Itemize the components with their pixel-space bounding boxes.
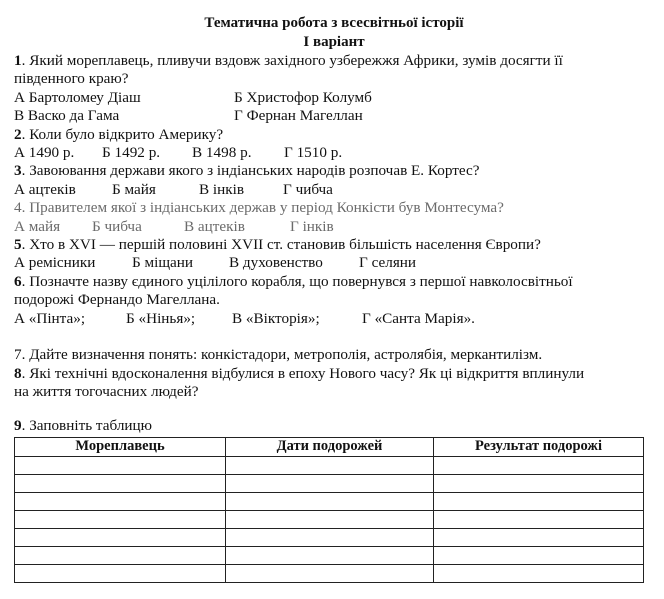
question-2 (14, 126, 654, 144)
question-1-option-d: Г Фернан Магеллан (234, 107, 363, 125)
question-6-text-line2: подорожі Фернандо Магеллана. (14, 291, 220, 309)
table-cell[interactable] (434, 456, 644, 474)
table-header-row (15, 437, 644, 456)
question-9 (14, 417, 654, 435)
table-cell[interactable] (15, 474, 226, 492)
question-3-option-d: Г чибча (283, 180, 333, 198)
question-2-options (14, 144, 654, 162)
question-5-option-c: В духовенство (229, 254, 323, 272)
table-cell[interactable] (15, 528, 226, 546)
table-cell[interactable] (226, 528, 434, 546)
question-9-text: . Заповніть таблицю (21, 417, 153, 435)
question-3-option-c: В інків (199, 180, 245, 198)
question-5-option-d: Г селяни (359, 254, 417, 272)
table-cell[interactable] (15, 564, 226, 582)
question-4: 4. Правителем якої з індіанських держав у період Конкісти був Монтесума? (14, 199, 504, 217)
question-4-option-c: В ацтеків (184, 217, 245, 235)
spacer (14, 328, 654, 346)
question-3-text: . Завоювання держави якого з індіанських народів розпочав Е. Кортес? (21, 162, 480, 180)
question-1-options-row1 (14, 89, 654, 107)
question-2-option-d: Г 1510 р. (284, 144, 343, 162)
question-7: 7. Дайте визначення понять: конкістадори, метрополія, астролябія, меркантилізм. (14, 346, 543, 364)
question-5-option-a: А ремісники (14, 254, 96, 272)
question-1-options-row2 (14, 107, 654, 125)
spacer (14, 401, 654, 417)
question-1 (14, 52, 654, 70)
question-4-option-a: А майя (14, 217, 61, 235)
question-4-option-d: Г інків (290, 217, 334, 235)
table-cell[interactable] (15, 510, 226, 528)
table-cell[interactable] (434, 546, 644, 564)
table-cell[interactable] (434, 528, 644, 546)
column-header-dates: Дати подорожей (226, 437, 434, 456)
question-4-option-b: Б чибча (92, 217, 142, 235)
question-1-number: 1 (14, 52, 22, 69)
question-2-option-c: В 1498 р. (192, 144, 252, 162)
table-cell[interactable] (15, 492, 226, 510)
question-3-option-b: Б майя (112, 180, 156, 198)
question-1-option-b: Б Христофор Колумб (234, 88, 372, 106)
question-3-number: 3 (14, 162, 22, 180)
column-header-navigator: Мореплавець (15, 437, 226, 456)
question-9-number: 9 (14, 417, 22, 435)
question-5-option-b: Б міщани (132, 254, 194, 272)
question-2-option-a: А 1490 р. (14, 144, 75, 162)
question-1-option-a: А Бартоломеу Діаш (14, 88, 141, 106)
table-cell[interactable] (226, 546, 434, 564)
question-5-options (14, 254, 654, 272)
variant-label: І варіант (303, 34, 365, 50)
question-6-option-c: В «Вікторія»; (232, 309, 320, 327)
question-6-number: 6 (14, 272, 22, 290)
question-5-text: . Хто в XVI — першій половині XVII ст. становив більшість населення Європи? (21, 236, 541, 254)
question-3 (14, 162, 654, 180)
worksheet-title: Тематична робота з всесвітньої історії (204, 15, 464, 31)
question-1-text-line2: південного краю? (14, 70, 129, 88)
worksheet (14, 14, 654, 583)
question-6-option-a: А «Пінта»; (14, 309, 86, 327)
table-row (15, 510, 644, 528)
question-6-option-b: Б «Нінья»; (126, 309, 196, 327)
question-6 (14, 273, 654, 291)
table-cell[interactable] (226, 564, 434, 582)
table-row (15, 456, 644, 474)
table-cell[interactable] (15, 456, 226, 474)
table-row (15, 492, 644, 510)
table-cell[interactable] (434, 564, 644, 582)
question-1-text-line1: . Який мореплавець, пливучи вздовж західного узбережжя Африки, зумів досягти її (21, 52, 563, 69)
table-cell[interactable] (226, 474, 434, 492)
table-row (15, 546, 644, 564)
table-cell[interactable] (434, 492, 644, 510)
table-row (15, 474, 644, 492)
table-cell[interactable] (226, 492, 434, 510)
question-8-number: 8 (14, 364, 22, 382)
table-cell[interactable] (226, 456, 434, 474)
table-cell[interactable] (226, 510, 434, 528)
table-cell[interactable] (434, 474, 644, 492)
voyages-table (14, 437, 644, 583)
question-2-number: 2 (14, 125, 22, 143)
question-1-option-c: В Васко да Гама (14, 107, 120, 125)
question-8 (14, 365, 654, 383)
question-5 (14, 236, 654, 254)
table-cell[interactable] (434, 510, 644, 528)
question-5-number: 5 (14, 236, 22, 254)
question-4-options (14, 218, 654, 236)
table-cell[interactable] (15, 546, 226, 564)
question-6-options (14, 310, 654, 328)
question-3-options (14, 181, 654, 199)
question-2-text: . Коли було відкрито Америку? (21, 125, 224, 143)
question-6-option-d: Г «Санта Марія». (362, 309, 475, 327)
question-8-text-line2: на життя тогочасних людей? (14, 382, 199, 400)
question-2-option-b: Б 1492 р. (102, 144, 161, 162)
column-header-result: Результат подорожі (434, 437, 644, 456)
table-row (15, 564, 644, 582)
table-row (15, 528, 644, 546)
question-8-text-line1: . Які технічні вдосконалення відбулися в епоху Нового часу? Як ці відкриття вплинули (21, 364, 585, 382)
question-3-option-a: А ацтеків (14, 180, 76, 198)
question-6-text-line1: . Позначте назву єдиного уцілілого корабля, що повернувся з першої навколосвітньої (21, 272, 573, 290)
